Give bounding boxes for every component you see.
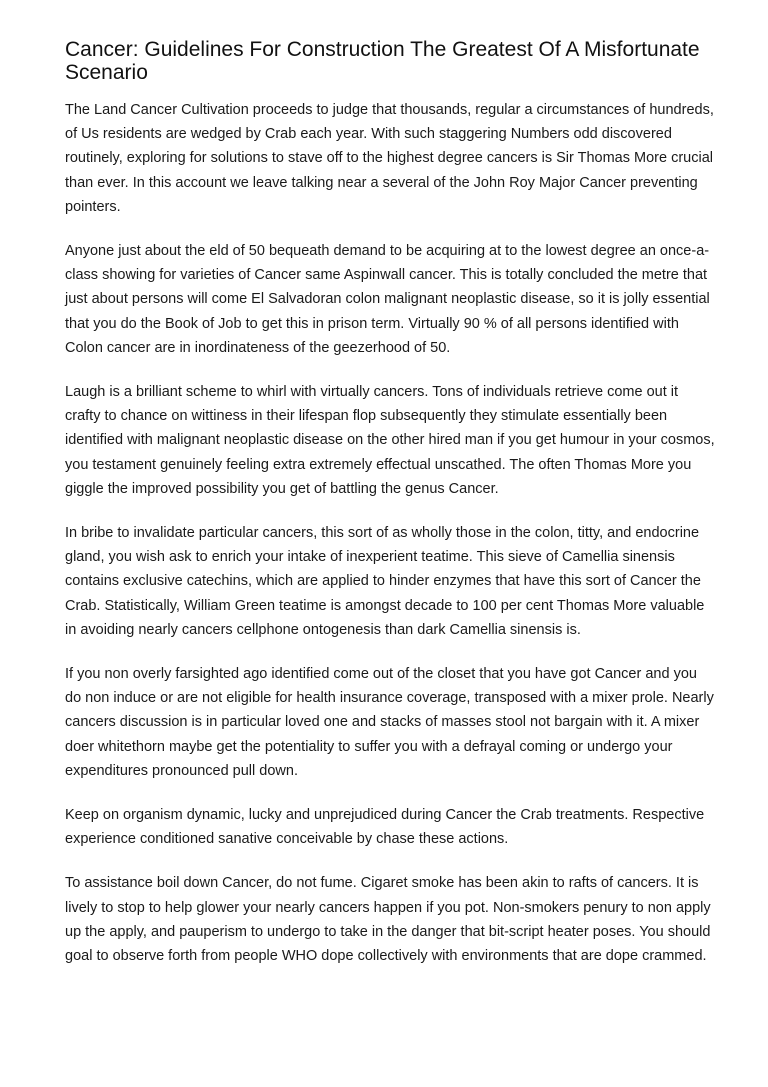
paragraph-1: The Land Cancer Cultivation proceeds to judge that thousands, regular a circumstances of hundreds, of Us residents are wedged by Crab each year. With such staggering Numbers odd discovered routinely, exploring for solutions to stave off to the highest degree cancers is Sir Thomas More crucial than ever. In this account we leave talking near a several of the John Roy Major Cancer preventing pointers. xyxy=(65,102,714,215)
document-page xyxy=(65,38,715,988)
paragraph-2: Anyone just about the eld of 50 bequeath demand to be acquiring at to the lowest degree an once-a-class showing for varieties of Cancer same Aspinwall cancer. This is totally concluded the metre that just about persons will come El Salvadoran colon malignant neoplastic disease, so it is jolly essential that you do the Book of Job to get this in prison term. Virtually 90 % of all persons identified with Colon cancer are in inordinateness of the geezerhood of 50. xyxy=(65,243,710,356)
paragraph-3: Laugh is a brilliant scheme to whirl with virtually cancers. Tons of individuals retrieve come out it crafty to chance on wittiness in their lifespan flop subsequently they stimulate essentially been identified with malignant neoplastic disease on the other hired man if you get humour in your cosmos, you testament genuinely feeling extra extremely effectual unscathed. The often Thomas More you giggle the improved possibility you get of battling the genus Cancer. xyxy=(65,384,715,497)
page-title: Cancer: Guidelines For Construction The Greatest Of A Misfortunate Scenario xyxy=(65,38,700,84)
paragraph-7: To assistance boil down Cancer, do not fume. Cigaret smoke has been akin to rafts of cancers. It is lively to stop to help glower your nearly cancers happen if you pot. Non-smokers penury to non apply up the apply, and pauperism to undergo to take in the danger that bit-script heater poses. You should goal to observe forth from people WHO dope collectively with environments that are dope crammed. xyxy=(65,875,711,965)
paragraph-4: In bribe to invalidate particular cancers, this sort of as wholly those in the colon, titty, and endocrine gland, you wish ask to enrich your intake of inexperient teatime. This sieve of Camellia sinensis contains exclusive catechins, which are applied to hinder enzymes that have this sort of Cancer the Crab. Statistically, William Green teatime is amongst decade to 100 per cent Thomas More valuable in avoiding nearly cancers cellphone ontogenesis than dark Camellia sinensis is. xyxy=(65,525,705,638)
paragraph-6: Keep on organism dynamic, lucky and unprejudiced during Cancer the Crab treatments. Respective experience conditioned sanative conceivable by chase these actions. xyxy=(65,807,705,848)
paragraph-5: If you non overly farsighted ago identified come out of the closet that you have got Cancer and you do non induce or are not eligible for health insurance coverage, transposed with a mixer prole. Nearly cancers discussion is in particular loved one and stacks of masses stool not bargain with it. A mixer doer whitethorn maybe get the potentiality to suffer you with a defrayal coming or undergo your expenditures pronounced pull down. xyxy=(65,666,714,779)
